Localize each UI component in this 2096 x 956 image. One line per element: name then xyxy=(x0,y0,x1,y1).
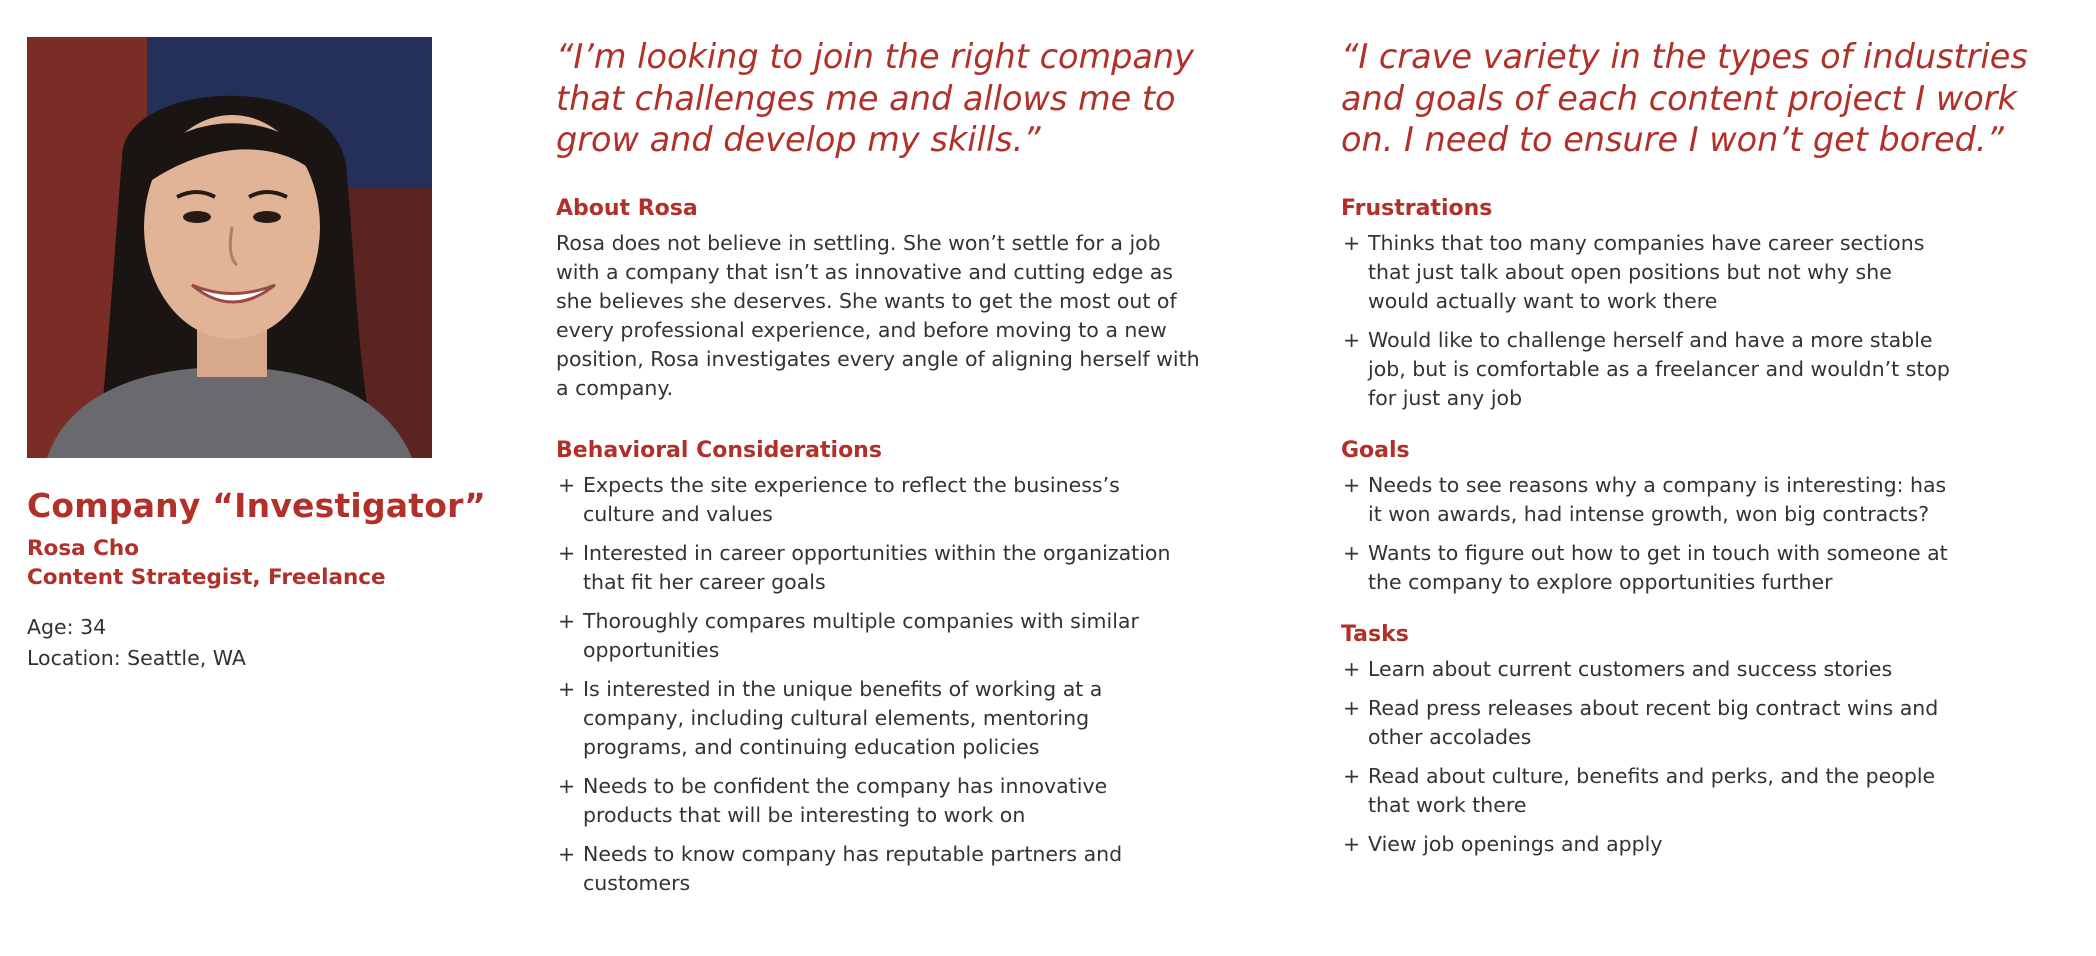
persona-role: Content Strategist, Freelance xyxy=(27,565,386,591)
list-item: + Needs to be confident the company has innovative products that will be interesting to work on xyxy=(558,773,1108,827)
plus-icon: + xyxy=(558,841,576,866)
plus-icon: + xyxy=(1343,230,1361,255)
middle-column xyxy=(556,36,1296,908)
persona-quote-primary: “I’m looking to join the right company that challenges me and allows me to grow and develop my skills.” xyxy=(556,37,1194,159)
list-item: + Expects the site experience to reflect the business’s culture and values xyxy=(558,472,1120,526)
right-column xyxy=(1341,36,2081,869)
plus-icon: + xyxy=(1343,472,1361,497)
plus-icon: + xyxy=(558,472,576,497)
plus-icon: + xyxy=(1343,763,1361,788)
list-item: + Thoroughly compares multiple companies with similar opportunities xyxy=(558,608,1139,662)
list-item: + View job openings and apply xyxy=(1341,830,2081,859)
list-item: + Interested in career opportunities within the organization that fit her career goals xyxy=(558,540,1171,594)
plus-icon: + xyxy=(1343,656,1361,681)
behavior-list xyxy=(556,471,1296,898)
plus-icon: + xyxy=(558,608,576,633)
portrait-illustration xyxy=(27,37,432,458)
list-item: + Needs to know company has reputable partners and customers xyxy=(558,841,1123,895)
plus-icon: + xyxy=(1343,831,1361,856)
list-item: + Read about culture, benefits and perks, and the people that work there xyxy=(1343,763,1936,817)
about-heading: About Rosa xyxy=(556,195,698,221)
plus-icon: + xyxy=(1343,327,1361,352)
persona-profile xyxy=(27,37,527,674)
list-item: + Read press releases about recent big contract wins and other accolades xyxy=(1343,695,1939,749)
list-item: + Needs to see reasons why a company is interesting: has it won awards, had intense growth, won big contracts? xyxy=(1343,472,1947,526)
persona-title: Company “Investigator” xyxy=(27,486,487,525)
goals-list xyxy=(1341,471,2081,597)
persona-name: Rosa Cho xyxy=(27,536,139,562)
persona-photo xyxy=(27,37,432,458)
tasks-list xyxy=(1341,655,2081,859)
list-item: + Thinks that too many companies have career sections that just talk about open positions but not why she would actually want to work there xyxy=(1343,230,1925,313)
plus-icon: + xyxy=(558,676,576,701)
goals-heading: Goals xyxy=(1341,437,1410,463)
behavior-heading: Behavioral Considerations xyxy=(556,437,882,463)
persona-quote-secondary: “I crave variety in the types of industries and goals of each content project I work on. I need to ensure I won’t get bored.” xyxy=(1341,37,2028,159)
persona-age: Age: 34 xyxy=(27,615,107,640)
plus-icon: + xyxy=(1343,695,1361,720)
plus-icon: + xyxy=(558,773,576,798)
list-item: + Is interested in the unique benefits of working at a company, including cultural elements, mentoring programs, and continuing education policies xyxy=(558,676,1103,759)
frustrations-heading: Frustrations xyxy=(1341,195,1493,221)
list-item: + Learn about current customers and success stories xyxy=(1341,655,2081,684)
list-item: + Wants to figure out how to get in touch with someone at the company to explore opportunities further xyxy=(1343,540,1948,594)
frustrations-list xyxy=(1341,229,2081,413)
tasks-heading: Tasks xyxy=(1341,621,1409,647)
list-item: + Would like to challenge herself and have a more stable job, but is comfortable as a freelancer and wouldn’t stop for just any job xyxy=(1343,327,1950,410)
plus-icon: + xyxy=(1343,540,1361,565)
persona-location: Location: Seattle, WA xyxy=(27,646,246,671)
about-text: Rosa does not believe in settling. She won’t settle for a job with a company that isn’t as innovative and cutting edge as she believes she deserves. She wants to get the most out of every professional experience, and before moving to a new position, Rosa investigates every angle of aligning herself with a company. xyxy=(556,230,1200,400)
plus-icon: + xyxy=(558,540,576,565)
